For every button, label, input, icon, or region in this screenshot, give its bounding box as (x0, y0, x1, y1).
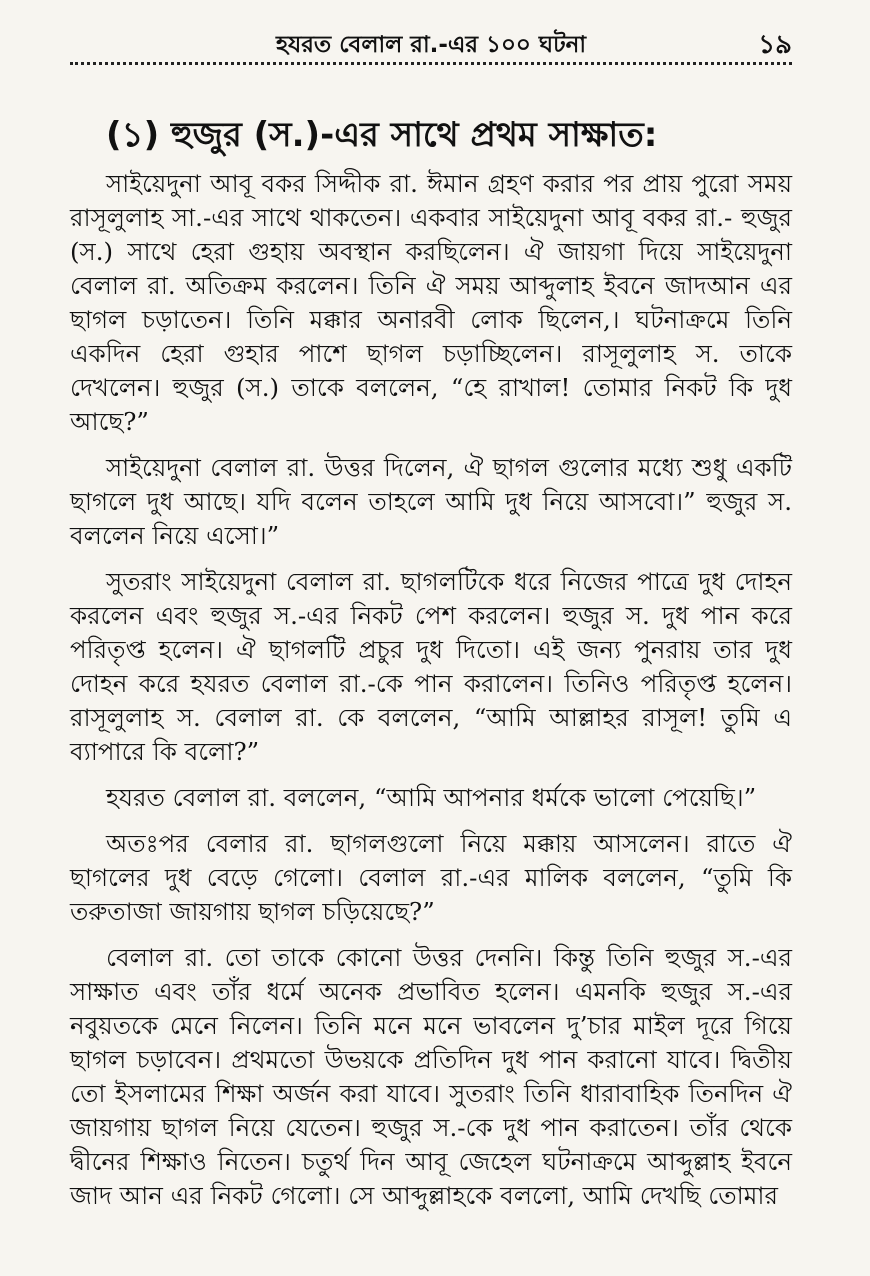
page-number: ১৯ (758, 30, 792, 60)
paragraph-6: বেলাল রা. তো তাকে কোনো উত্তর দেননি। কিন্তু তিনি হুজুর স.-এর সাক্ষাত এবং তাঁর ধর্মে অনেক প্রভাবিত হলেন। এমনকি হুজুর স.-এর নবুয়তকে মেনে নিলেন। তিনি মনে মনে ভাবলেন দু’চার মাইল দূরে গিয়ে ছাগল চড়াবেন। প্রথমতো উভয়কে প্রতিদিন দুধ পান করানো যাবে। দ্বিতীয় তো ইসলামের শিক্ষা অর্জন করা যাবে। সুতরাং তিনি ধারাবাহিক তিনদিন ঐ জায়গায় ছাগল নিয়ে যেতেন। হুজুর স.-কে দুধ পান করাতেন। তাঁর থেকে দ্বীনের শিক্ষাও নিতেন। চতুর্থ দিন আবূ জেহেল ঘটনাক্রমে আব্দুল্লাহ ইবনে জাদ আন এর নিকট গেলো। সে আব্দুল্লাহকে বললো, আমি দেখছি তোমার (70, 943, 792, 1210)
running-title: হযরত বেলাল রা.-এর ১০০ ঘটনা (275, 32, 587, 58)
paragraph-5: অতঃপর বেলার রা. ছাগলগুলো নিয়ে মক্কায় আসলেন। রাতে ঐ ছাগলের দুধ বেড়ে গেলো। বেলাল রা.-এর মালিক বললেন, “তুমি কি তরুতাজা জায়গায় ছাগল চড়িয়েছে?” (70, 829, 792, 926)
chapter-title: (১) হুজুর (স.)-এর সাথে প্রথম সাক্ষাত: (106, 115, 658, 155)
paragraph-3: সুতরাং সাইয়েদুনা বেলাল রা. ছাগলটিকে ধরে নিজের পাত্রে দুধ দোহন করলেন এবং হুজুর স.-এর নিকট পেশ করলেন। হুজুর স. দুধ পান করে পরিতৃপ্ত হলেন। ঐ ছাগলটি প্রচুর দুধ দিতো। এই জন্য পুনরায় তার দুধ দোহন করে হযরত বেলাল রা.-কে পান করালেন। তিনিও পরিতৃপ্ত হলেন। রাসূলুলাহ স. বেলাল রা. কে বললেন, “আমি আল্লাহর রাসূল! তুমি এ ব্যাপারে কি বলো?” (70, 567, 792, 766)
paragraph-1: সাইয়েদুনা আবূ বকর সিদ্দীক রা. ঈমান গ্রহণ করার পর প্রায় পুরো সময় রাসূলুলাহ সা.-এর সাথে থাকতেন। একবার সাইয়েদুনা আবূ বকর রা.- হুজুর (স.) সাথে হেরা গুহায় অবস্থান করছিলেন। ঐ জায়গা দিয়ে সাইয়েদুনা বেলাল রা. অতিক্রম করলেন। তিনি ঐ সময় আব্দুলাহ ইবনে জাদআন এর ছাগল চড়াতেন। তিনি মক্কার অনারবী লোক ছিলেন,। ঘটনাক্রমে তিনি একদিন হেরা গুহার পাশে ছাগল চড়াচ্ছিলেন। রাসূলুলাহ স. তাকে দেখলেন। হুজুর (স.) তাকে বললেন, “হে রাখাল! তোমার নিকট কি দুধ আছে?” (70, 169, 792, 436)
running-header (70, 26, 792, 60)
paragraph-2: সাইয়েদুনা বেলাল রা. উত্তর দিলেন, ঐ ছাগল গুলোর মধ্যে শুধু একটি ছাগলে দুধ আছে। যদি বলেন তাহলে আমি দুধ নিয়ে আসবো।” হুজুর স. বললেন নিয়ে এসো।” (70, 453, 792, 550)
paragraph-4: হযরত বেলাল রা. বললেন, “আমি আপনার ধর্মকে ভালো পেয়েছি।” (106, 783, 757, 812)
body-text (70, 167, 792, 1213)
